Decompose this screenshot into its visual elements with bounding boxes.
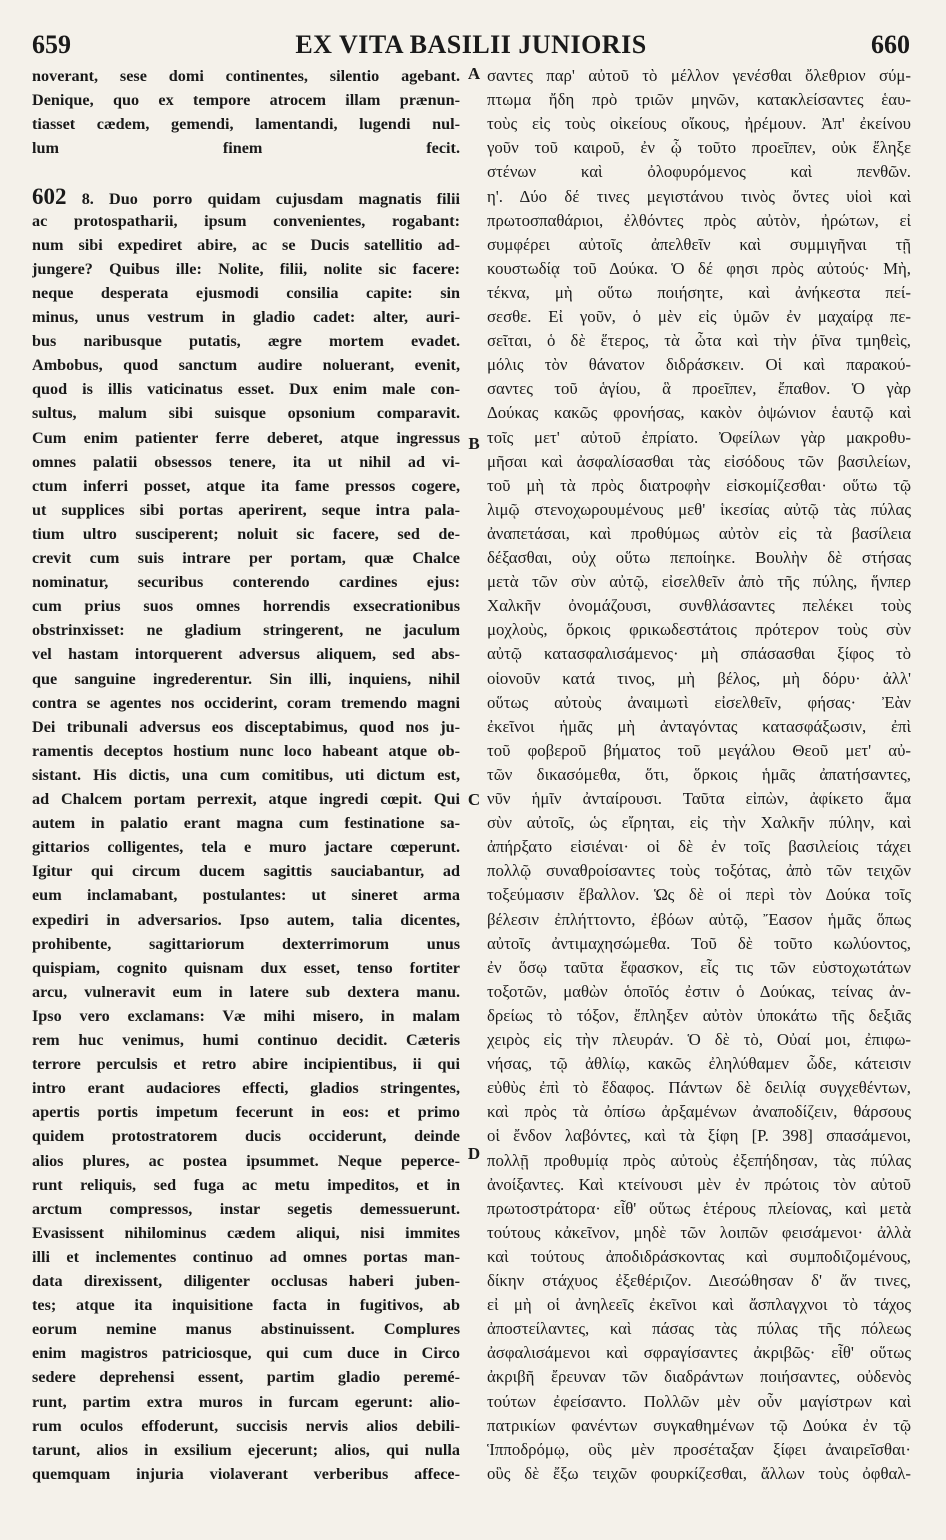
greek-line: τῶν δικασόμεθα, ὅτι, ὅρκοις ἡμᾶς ἀπατήσαντες, (487, 764, 911, 784)
latin-line: lum finem fecit. (32, 139, 460, 158)
section-number: 602 (32, 184, 67, 209)
latin-line: terrore perculsis et retro abire incipientibus, ii qui (32, 1055, 460, 1074)
greek-line: βέλεσιν ἐπλήττοντο, ἐβόων αὐτῷ, Ἔασον ἡμᾶς ὅπως (487, 909, 911, 929)
greek-line: πολλῇ προθυμίᾳ πρὸς αὐτοὺς ἐξεπήδησαν, τὰς πύλας (487, 1150, 911, 1170)
margin-letter-b: B (468, 434, 480, 453)
greek-line: δέξασθαι, οὐχ οὕτω πεποίηκε. Βουλὴν δὲ στήσας (487, 548, 911, 567)
latin-line: ctum inferri posset, atque ita fame pressos cogere, (32, 476, 460, 495)
greek-line: τοῦ μὴ τὰ πρὸς διατροφὴν εἰσκομίζεσθαι· οὕτω τῷ (487, 475, 911, 495)
greek-line: συμφέρει αὐτοῖς ἀπελθεῖν καὶ συμμιγῆναι τῇ (487, 234, 911, 254)
greek-line: τούτων ἐφείσαντο. Πολλῶν μὲν οὖν μαγίστρων καὶ (487, 1391, 911, 1411)
greek-line: ἀνοίξαντες. Καὶ κτείνουσι μὲν ἐν πρώτοις τὸν αὐτοῦ (487, 1174, 911, 1194)
running-header (32, 30, 910, 64)
latin-line: obstrinxisset: ne gladium stringerent, ne jaculum (32, 621, 460, 640)
greek-line: νῦν ἡμῖν ἀνταίρουσι. Ταῦτα εἰπὼν, ἀφίκετο ἅμα (487, 789, 911, 808)
latin-line: Cum enim patienter ferre deberet, atque ingressus (32, 428, 460, 447)
latin-line: minus, unus vestrum in gladio cadet: alter, auri- (32, 308, 460, 326)
latin-line: bus naribusque putatis, ægre mortem evadet. (32, 332, 460, 351)
greek-line: τούτους κἀκεῖνον, μηδὲ τῶν λοιπῶν φεισάμενοι· ἀλλὰ (487, 1222, 911, 1242)
greek-line: ἐκεῖνοι ἡμᾶς μὴ ἀνταγόντας κατασφάξωσιν, ἐπὶ (487, 716, 911, 736)
greek-line: εὐθὺς ἐπὶ τὸ ἔδαφος. Πάντων δὲ δειλίᾳ συγχεθέντων, (487, 1078, 911, 1098)
greek-line: καὶ τούτους ἀποδιδράσκοντας καὶ συμποδιζομένους, (487, 1246, 911, 1266)
greek-line: αὐτῷ κατασφαλισάμενος· μὴ σπάσασθαι ξίφος τὸ (487, 644, 911, 664)
latin-line: tarunt, alios in exsilium ejecerunt; alios, qui nulla (32, 1440, 460, 1459)
greek-line: καὶ πρὸς τὰ ὀπίσω ἀρξαμένων ἀναποδίζειν, θάρσους (487, 1102, 911, 1122)
latin-line: enim magistros patriciosque, qui cum duce in Circo (32, 1344, 460, 1363)
latin-line: sistant. His dictis, una cum comitibus, uti dictum est, (32, 765, 460, 784)
greek-line: χειρὸς εἰς τὴν πλευράν. Ὁ δὲ τὸ, Οὐαί μοι, ἐπιφω- (487, 1030, 911, 1049)
latin-line: eorum nemine manus abstinuissent. Complures (32, 1320, 460, 1339)
greek-line: Χαλκῆν ὀνομάζουσι, συνθλάσαντες πελέκει τοὺς (487, 596, 911, 616)
greek-line: ἀπήρξατο εἰσιέναι· οἱ δὲ ἐν τοῖς βασιλείοις τάχει (487, 837, 911, 857)
latin-line: quispiam, cognito quisnam dux esset, tenso fortiter (32, 958, 460, 977)
greek-line: δίκην στάχυος ἐξεθέριζον. Διεσώθησαν δ' ἄν τινες, (487, 1271, 911, 1290)
greek-line: δρείως τὸ τόξον, ἔπληξεν αὐτὸν ὑποκάτω τῆς δεξιᾶς (487, 1005, 911, 1025)
latin-line: Igitur qui circum ducem sagittis sauciabantur, ad (32, 862, 460, 881)
latin-line: rem huc venimus, humi continuo decidit. Cæteris (32, 1031, 460, 1049)
greek-line: τοξεύμασιν ἔβαλλον. Ὡς δὲ οἱ περὶ τὸν Δούκα τοῖς (487, 885, 911, 905)
greek-line: η'. Δύο δέ τινες μεγιστάνου τινὸς ὄντες υἱοὶ καὶ (487, 186, 911, 206)
latin-line: Evasissent nihilominus cædem aliqui, nisi immites (32, 1223, 460, 1242)
latin-line: que sanguine ingrederentur. Sin illi, inquiens, nihil (32, 669, 460, 688)
latin-line: arctum compressos, instar segetis demessuerunt. (32, 1199, 460, 1218)
latin-line: autem in palatio erant magna cum festinatione sa- (32, 814, 460, 833)
right-page-number: 660 (871, 30, 910, 59)
greek-line: οὓς δὲ ἔξω τειχῶν φουρκίζεσθαι, ἄλλων τοὺς ὀφθαλ- (487, 1463, 911, 1483)
greek-line: μῆσαι καὶ ἀσφαλίσασθαι τὰς εἰσόδους τῶν βασιλείων, (487, 451, 911, 471)
latin-line: Ambobus, quod sanctum audire noluerant, evenit, (32, 356, 460, 375)
greek-line: νήσας, τῷ ἀθλίῳ, κακῶς ἐληλύθαμεν ὧδε, κάτεισιν (487, 1054, 911, 1074)
margin-letter-a: A (467, 64, 481, 83)
greek-line: μετὰ τῶν σὺν αὐτῷ, εἰσελθεῖν ἀπὸ τῆς πύλης, ἥνπερ (487, 572, 911, 592)
greek-line: ἀσφαλισάμενοι καὶ σφραγίσαντες ἀκριβῶς· εἶθ' οὕτως (487, 1343, 911, 1363)
greek-line: σαντες παρ' αὐτοῦ τὸ μέλλον γενέσθαι ὄλεθριον σύμ- (487, 66, 911, 85)
greek-line: τοὺς εἰς τοὺς οἰκείους οἴκους, ἠρέμουν. Ἀπ' ἐκείνου (487, 114, 911, 134)
greek-line: μοχλοὺς, ὅρκοις φρικωδεστάτοις πρότερον τοὺς σὺν (487, 620, 911, 640)
greek-line: Δούκας κακῶς φρονήσας, κακὸν ὀψώνιον ἑαυτῷ καὶ (487, 403, 911, 423)
greek-line: τοξοτῶν, μαθὼν ὁποῖός ἐστιν ὁ Δούκας, τείνας ἀν- (487, 981, 911, 1001)
latin-line: ut supplices sibi portas aperirent, seque intra pala- (32, 500, 460, 519)
latin-line: expediri in adversarios. Ipso autem, talia dicentes, (32, 910, 460, 929)
greek-line: μόλις τὸν θάνατον διδράσκειν. Οἱ καὶ παρακού- (487, 355, 911, 375)
latin-line: num sibi expediret abire, ac se Ducis satellitio ad- (32, 235, 460, 254)
greek-line: ἐν ὅσῳ ταῦτα ἔφασκον, εἷς τις τῶν εὐστοχωτάτων (487, 957, 911, 977)
greek-line: ἀναπετάσαι, καὶ προθύμως αὐτὸν εἰς τὰ βασίλεια (487, 523, 911, 543)
latin-line: contra se agentes nos occiderint, coram tremendo magni (32, 693, 460, 712)
left-page-number: 659 (32, 30, 71, 59)
latin-line: Dei tribunali adversus eos disceptabimus, quod nos ju- (32, 717, 460, 736)
greek-line: σεῖται, ὁ δὲ ἕτερος, τὰ ὦτα καὶ τὴν ῥῖνα τμηθεὶς, (487, 331, 911, 351)
latin-line: tes; atque ita inquisitione facta in fugitivos, ab (32, 1296, 460, 1315)
latin-line: ad Chalcem portam perrexit, atque ingredi cœpit. Qui (32, 790, 460, 808)
margin-letter-d: D (467, 1144, 481, 1163)
running-title: EX VITA BASILII JUNIORIS (295, 30, 647, 59)
latin-line: jungere? Quibus ille: Nolite, filii, nolite sic facere: (32, 259, 460, 278)
latin-line: 602 8. Duo porro quidam cujusdam magnatis filii (32, 184, 460, 209)
latin-line: noverant, sese domi continentes, silentio agebant. (32, 67, 460, 85)
latin-line: runt reliquis, sed fuga ac metu impeditos, et in (32, 1175, 460, 1194)
latin-line: runt, partim extra muros in furcam egerunt: alio- (32, 1392, 460, 1411)
latin-line: nominatur, securibus conterendo cardines ejus: (32, 573, 460, 592)
greek-line: πτωμα ἤδη πρὸ τριῶν μηνῶν, κατακλείσαντες ἑαυ- (487, 90, 911, 110)
latin-line: arcu, vulneravit eum in latere sub dextera manu. (32, 982, 460, 1001)
greek-line: σαντες τοῦ ἁγίου, ἃ προεῖπεν, ἔπαθον. Ὁ γὰρ (487, 379, 911, 399)
greek-line: εἰ μὴ οἱ ἀνηλεεῖς ἐκεῖνοι καὶ ἄσπλαγχνοι τὸ τάχος (487, 1295, 911, 1315)
greek-line: αὐτοῖς ἀντιμαχησώμεθα. Τοῦ δὲ τοῦτο κωλύοντος, (487, 933, 911, 953)
greek-line: κουστωδίᾳ τοῦ Δούκα. Ὁ δέ φησι πρὸς αὐτούς· Μὴ, (487, 258, 911, 278)
greek-line: πατρικίων φανέντων συγκαθημένων τῷ Δούκα ἐν τῷ (487, 1415, 911, 1435)
latin-line: sultus, malum sibi suisque opsonium comparavit. (32, 404, 460, 423)
greek-line: Ἱπποδρόμῳ, οὓς μὲν προσέταξαν ξίφει ἀναιρεῖσθαι· (487, 1439, 911, 1459)
latin-line: quemquam injuria violaverant verberibus affece- (32, 1464, 460, 1483)
greek-line: ἀποστείλαντες, καὶ πάσας τὰς πύλας τῆς πόλεως (487, 1319, 911, 1339)
latin-line: vel hastam intorquerent adversus aliquem, sed abs- (32, 645, 460, 664)
latin-line: ac protospatharii, ipsum convenientes, rogabant: (32, 211, 460, 230)
margin-letter-c: C (467, 790, 481, 809)
greek-line: πρωτοσπαθάριοι, ἐλθόντες πρὸς αὐτὸν, ἠρώτων, εἰ (487, 210, 911, 230)
greek-line: πρωτοστράτορα· εἶθ' οὕτως ἑτέρους πλείονας, καὶ μετὰ (487, 1198, 911, 1218)
latin-line: quod is illis vaticinatus esset. Dux enim male con- (32, 380, 460, 399)
latin-line: data direxissent, diligenter occlusas haberi juben- (32, 1272, 460, 1290)
latin-line: neque desperata ejusmodi consilia capite: sin (32, 283, 460, 302)
latin-line: quidem protostratorem ducis occiderunt, deinde (32, 1127, 460, 1146)
greek-line: πολλῷ συναθροίσαντες τοὺς τοξότας, ἀπὸ τῶν τειχῶν (487, 861, 911, 881)
greek-line: τοῖς μετ' αὐτοῦ ἐπρίατο. Ὀφείλων γὰρ μακροθυ- (487, 427, 911, 447)
latin-line: apertis portis impetum fecerunt in eos: et primo (32, 1103, 460, 1122)
latin-line: alios plures, ac postea ipsummet. Neque peperce- (32, 1151, 460, 1170)
latin-line: Denique, quo ex tempore atrocem illam prænun- (32, 91, 460, 110)
latin-line: sedere deprehensi essent, partim gladio peremé- (32, 1368, 460, 1387)
greek-line: τοῦ φοβεροῦ βήματος τοῦ μεγάλου Θεοῦ μετ' αὐ- (487, 740, 911, 760)
greek-line: οὕτως αὐτοὺς ἀναιμωτὶ εἰσελθεῖν, φήσας· Ἐὰν (487, 692, 911, 712)
greek-line: γοῦν τοῦ καιροῦ, ἐν ᾧ τοῦτο προεῖπεν, οὐκ ἔληξε (487, 138, 911, 158)
greek-line: οἱονοῦν κατά τινος, μὴ βέλος, μὴ δόρυ· ἀλλ' (487, 668, 911, 688)
greek-line: σεσθε. Εἰ γοῦν, ὁ μὲν εἰς ὑμῶν ἐν μαχαίρᾳ πε- (487, 307, 911, 326)
latin-line: eum inclamabant, postulantes: ut sineret arma (32, 886, 460, 905)
greek-line: στένων καὶ ὀλοφυρόμενος καὶ πενθῶν. (487, 162, 911, 182)
latin-line: Ipso vero exclamans: Væ mihi misero, in malam (32, 1006, 460, 1025)
greek-line: σὺν αὐτοῖς, ὡς εἴρηται, εἰς τὴν Χαλκῆν πύλην, καὶ (487, 813, 911, 833)
greek-line: λιμῷ στενοχωρουμένους μεθ' ἱκεσίας αὐτῷ τὰς πύλας (487, 499, 911, 519)
latin-line: cum prius suos omnes horrendis exsecrationibus (32, 597, 460, 616)
latin-line: gittarios colligentes, tela e muro jactare cœperunt. (32, 838, 460, 857)
latin-line: tiasset cædem, gemendi, lamentandi, lugendi nul- (32, 115, 460, 134)
latin-line: ramentis deceptos hostium nunc loco habeant atque ob- (32, 741, 460, 760)
greek-line: ἀκριβῆ ἔρευναν τῶν διαδράντων ποιήσαντες, οὐδενὸς (487, 1367, 911, 1387)
latin-line (32, 160, 460, 184)
latin-line: rum oculos effoderunt, succisis nervis alios debili- (32, 1416, 460, 1435)
greek-line: οἱ ἔνδον λαβόντες, καὶ τὰ ξίφη [P. 398] σπασάμενοι, (487, 1126, 911, 1146)
latin-line: prohibente, sagittariorum dexterrimorum unus (32, 934, 460, 953)
latin-line: illi et inclementes continuo ad omnes portas man- (32, 1247, 460, 1266)
latin-line: omnes palatii obsessos tenere, ita ut nihil ad vi- (32, 452, 460, 471)
latin-line: tium ultro susciperent; noluit sic facere, sed de- (32, 524, 460, 543)
latin-line: crevit cum suis intrare per portam, quæ Chalce (32, 549, 460, 567)
latin-line: intro erant audaciores effecti, gladios stringentes, (32, 1079, 460, 1098)
greek-line: τέκνα, μὴ οὕτω ποιήσητε, καὶ ἀνήκεστα πεί- (487, 282, 911, 302)
